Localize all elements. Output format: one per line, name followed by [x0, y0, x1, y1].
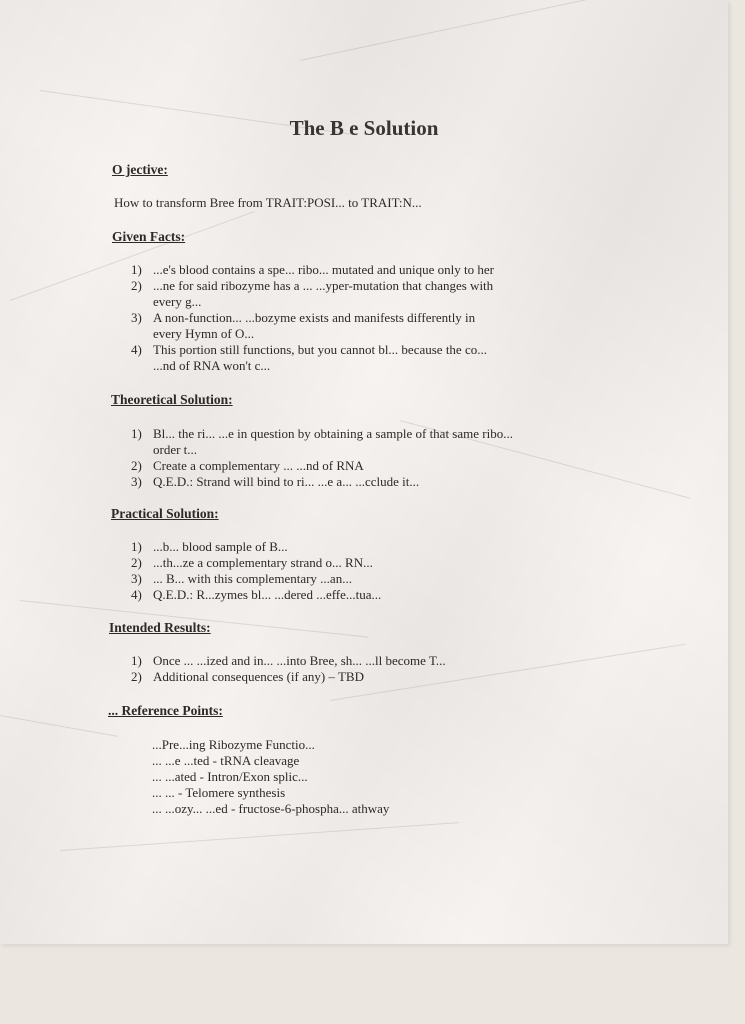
- list-item: [131, 310, 611, 342]
- item-text: Q.E.D.: Strand will bind to ri... ...e a... ...cclude it...: [153, 474, 420, 489]
- item-text: This portion still functions, but you cannot bl... because the co... ...nd of RNA won't c...: [153, 342, 487, 373]
- list-item: ... ...e ...ted - tRNA cleavage: [152, 753, 300, 768]
- list-item: ... ...ozy... ...ed - fructose-6-phospha... athway: [152, 801, 390, 816]
- item-number: 4): [131, 587, 142, 602]
- item-number: 2): [131, 458, 142, 473]
- item-number: 2): [131, 278, 142, 293]
- item-text: Once ... ...ized and in... ...into Bree, sh... ...ll become T...: [153, 653, 446, 668]
- item-text: Additional consequences (if any) – TBD: [153, 669, 364, 684]
- list-item: [131, 262, 611, 278]
- item-number: 2): [131, 555, 142, 570]
- objective-heading: O jective:: [112, 162, 168, 177]
- item-number: 4): [131, 342, 142, 357]
- list-item: [131, 342, 611, 374]
- item-text: ...ne for said ribozyme has a ... ...yper-mutation that changes with every g...: [153, 278, 494, 309]
- item-text: ...th...ze a complementary strand o... RN...: [153, 555, 373, 570]
- objective-text: How to transform Bree from TRAIT:POSI... to TRAIT:N...: [114, 195, 422, 210]
- given-facts-list: [131, 262, 611, 374]
- item-number: 3): [131, 474, 142, 489]
- list-item: [131, 474, 611, 490]
- item-text: Create a complementary ... ...nd of RNA: [153, 458, 364, 473]
- list-item: [131, 539, 591, 555]
- list-item: [131, 653, 591, 669]
- item-text: Bl... the ri... ...e in question by obtaining a sample of that same ribo... order t...: [153, 426, 513, 457]
- list-item: [131, 587, 591, 603]
- item-number: 3): [131, 310, 142, 325]
- list-item: ...Pre...ing Ribozyme Functio...: [152, 737, 315, 752]
- item-text: Q.E.D.: R...zymes bl... ...dered ...effe...tua...: [153, 587, 382, 602]
- item-number: 1): [131, 539, 142, 554]
- list-item: [131, 555, 591, 571]
- list-item: [131, 571, 591, 587]
- item-text: ...e's blood contains a spe... ribo... mutated and unique only to her: [153, 262, 494, 277]
- item-number: 1): [131, 426, 142, 441]
- item-number: 1): [131, 653, 142, 668]
- list-item: ... ... - Telomere synthesis: [152, 785, 286, 800]
- list-item: [131, 669, 591, 685]
- list-item: ... ...ated - Intron/Exon splic...: [152, 769, 308, 784]
- theoretical-solution-list: [131, 426, 611, 490]
- reference-points-list: [152, 737, 572, 817]
- item-text: A non-function... ...bozyme exists and manifests differently in every Hymn of O...: [153, 310, 476, 341]
- list-item: [131, 458, 611, 474]
- document-title: The B e Solution: [289, 116, 439, 140]
- practical-solution-heading: Practical Solution:: [111, 506, 219, 521]
- item-text: ... B... with this complementary ...an...: [153, 571, 352, 586]
- practical-solution-list: [131, 539, 591, 603]
- list-item: [131, 426, 611, 458]
- theoretical-solution-heading: Theoretical Solution:: [111, 392, 233, 407]
- intended-results-heading: Intended Results:: [109, 620, 211, 635]
- item-number: 1): [131, 262, 142, 277]
- given-facts-heading: Given Facts:: [112, 229, 186, 244]
- list-item: [131, 278, 611, 310]
- reference-points-heading: ... Reference Points:: [108, 703, 223, 718]
- item-text: ...b... blood sample of B...: [153, 539, 288, 554]
- item-number: 2): [131, 669, 142, 684]
- item-number: 3): [131, 571, 142, 586]
- intended-results-list: [131, 653, 591, 685]
